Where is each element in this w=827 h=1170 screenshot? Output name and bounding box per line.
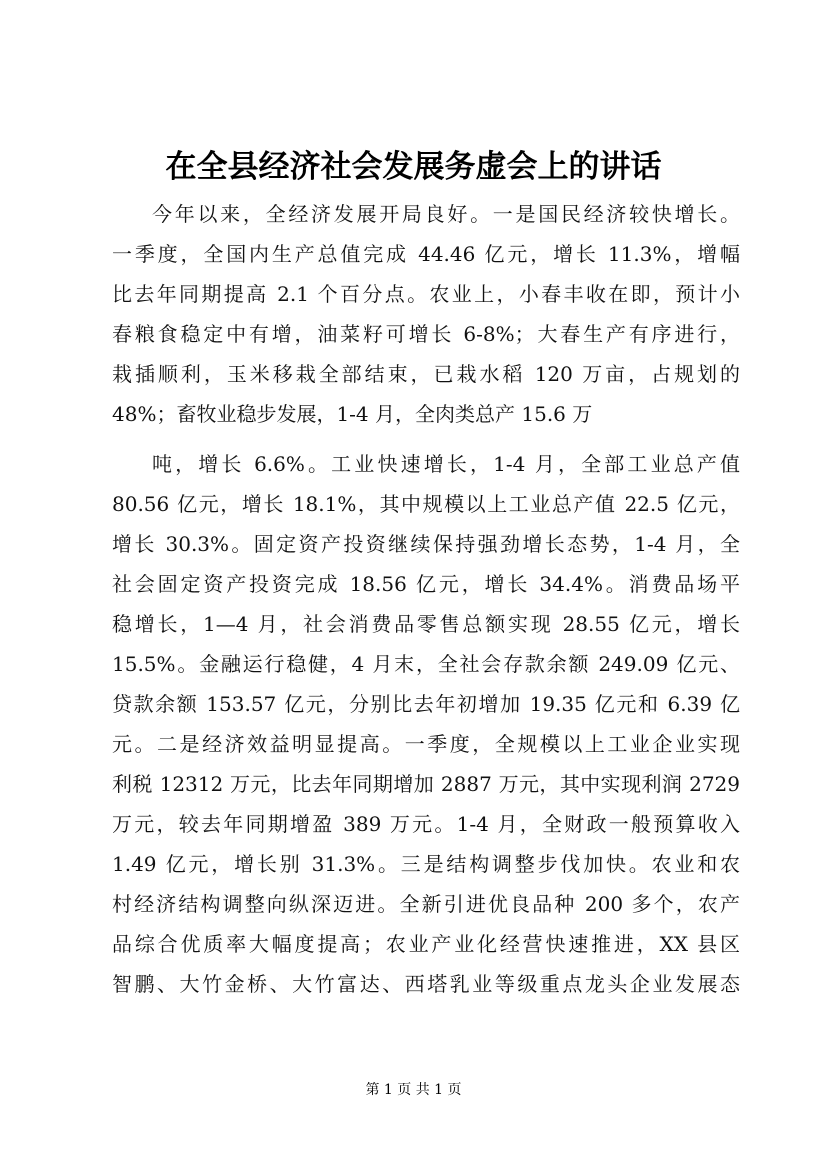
body-line: 社会固定资产投资完成 18.56 亿元，增长 34.4%。消费品场平	[112, 572, 740, 596]
body-line: 增长 30.3%。固定资产投资继续保持强劲增长态势，1-4 月，全	[112, 532, 740, 556]
document-title: 在全县经济社会发展务虚会上的讲话	[165, 149, 662, 185]
body-line: 比去年同期提高 2.1 个百分点。农业上，小春丰收在即，预计小	[112, 282, 740, 306]
body-line: 元。二是经济效益明显提高。一季度，全规模以上工业企业实现	[112, 732, 740, 756]
body-line: 稳增长，1—4 月，社会消费品零售总额实现 28.55 亿元，增长	[112, 612, 740, 636]
body-line: 品综合优质率大幅度提高；农业产业化经营快速推进，XX 县区	[112, 932, 740, 956]
body-line: 今年以来，全经济发展开局良好。一是国民经济较快增长。	[152, 202, 740, 226]
body-line: 吨，增长 6.6%。工业快速增长，1-4 月，全部工业总产值	[152, 452, 740, 476]
body-line: 贷款余额 153.57 亿元，分别比去年初增加 19.35 亿元和 6.39 亿	[112, 692, 740, 716]
body-line: 村经济结构调整向纵深迈进。全新引进优良品种 200 多个，农产	[112, 892, 740, 916]
page-number: 第 1 页 共 1 页	[365, 1082, 462, 1098]
body-line: 智鹏、大竹金桥、大竹富达、西塔乳业等级重点龙头企业发展态	[112, 972, 740, 996]
body-line: 一季度，全国内生产总值完成 44.46 亿元，增长 11.3%，增幅	[112, 242, 740, 266]
body-line: 利税 12312 万元，比去年同期增加 2887 万元，其中实现利润 2729	[112, 772, 740, 796]
body-line: 1.49 亿元，增长别 31.3%。三是结构调整步伐加快。农业和农	[112, 852, 740, 876]
body-line: 万元，较去年同期增盈 389 万元。1-4 月，全财政一般预算收入	[112, 812, 740, 836]
body-line: 春粮食稳定中有增，油菜籽可增长 6-8%；大春生产有序进行，	[112, 322, 740, 346]
body-line: 80.56 亿元，增长 18.1%，其中规模以上工业总产值 22.5 亿元，	[112, 492, 740, 516]
body-line: 栽插顺利，玉米移栽全部结束，已栽水稻 120 万亩，占规划的	[112, 362, 740, 386]
body-line: 15.5%。金融运行稳健，4 月末，全社会存款余额 249.09 亿元、	[112, 652, 740, 676]
body-line: 48%；畜牧业稳步发展，1-4 月，全肉类总产 15.6 万	[112, 402, 593, 426]
